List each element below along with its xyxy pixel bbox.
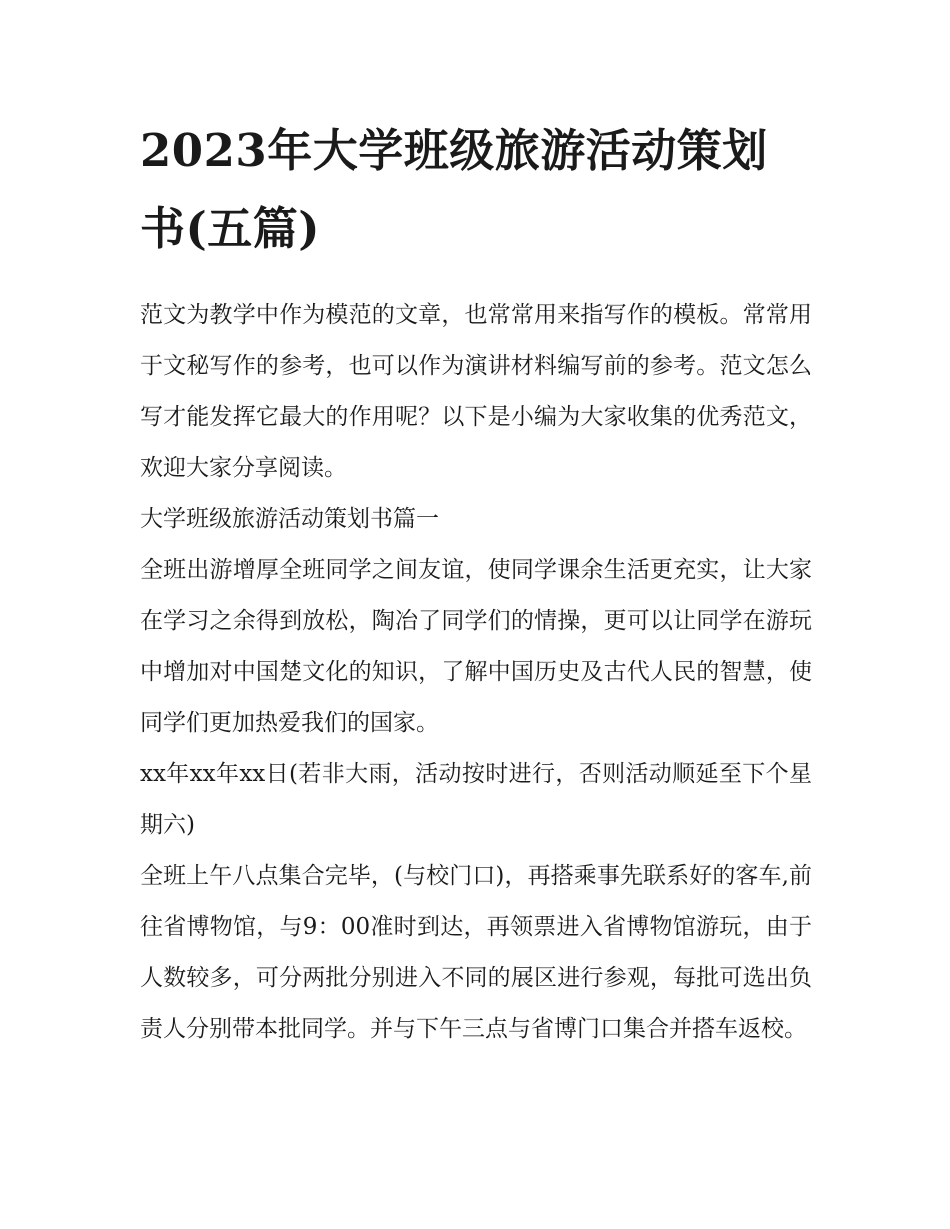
intro-paragraph: 范文为教学中作为模范的文章，也常常用来指写作的模板。常常用于文秘写作的参考，也可以作为演讲材料编写前的参考。范文怎么写才能发挥它最大的作用呢？以下是小编为大家收集的优秀范文，欢迎大家分享阅读。 xyxy=(140,302,812,481)
document-page xyxy=(140,112,812,1055)
schedule-paragraph: 全班上午八点集合完毕，(与校门口)，再搭乘事先联系好的客车,前往省博物馆，与9：00准时到达，再领票进入省博物馆游玩，由于人数较多，可分两批分别进入不同的展区进行参观，每批可选出负责人分别带本批同学。并与下午三点与省博门口集合并搭车返校。 xyxy=(140,863,812,1042)
section-heading: 大学班级旅游活动策划书篇一 xyxy=(140,506,439,532)
document-title: 2023年大学班级旅游活动策划书(五篇) xyxy=(140,124,768,255)
date-paragraph: xx年xx年xx日(若非大雨，活动按时进行，否则活动顺延至下个星期六) xyxy=(140,761,812,838)
purpose-paragraph: 全班出游增厚全班同学之间友谊，使同学课余生活更充实，让大家在学习之余得到放松，陶冶了同学们的情操，更可以让同学在游玩中增加对中国楚文化的知识，了解中国历史及古代人民的智慧，使同学们更加热爱我们的国家。 xyxy=(140,557,812,736)
